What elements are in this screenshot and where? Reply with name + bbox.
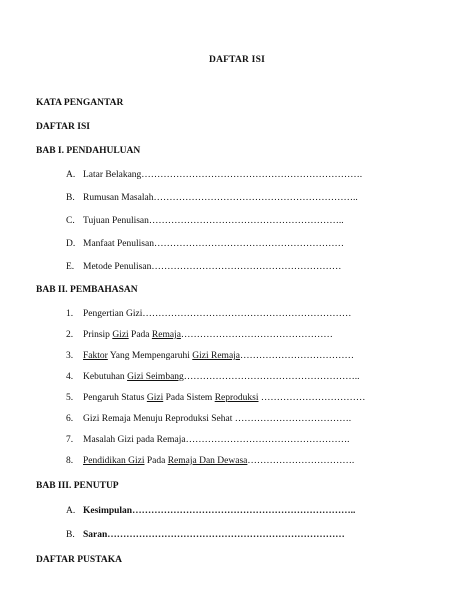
toc-entry-leader: ………………………………………………..: [183, 372, 360, 382]
toc-entry-text: Latar Belakang…………………………………………………………….: [83, 170, 363, 180]
toc-entry: [66, 435, 350, 445]
toc-entry-number: 8.: [66, 456, 74, 466]
page-title: DAFTAR ISI: [209, 55, 265, 65]
toc-entry: [66, 456, 354, 466]
toc-entry-text: Pada: [144, 456, 168, 466]
toc-entry-leader: ………………………………: [240, 351, 355, 361]
toc-entry-underlined: Remaja: [151, 330, 181, 340]
toc-entry-text: Saran…………………………………………………………………: [83, 530, 345, 540]
heading-bab-1: BAB I. PENDAHULUAN: [36, 146, 141, 156]
toc-entry-text: Pengaruh Status: [83, 393, 147, 403]
toc-entry-underlined: Gizi Seimbang: [127, 372, 184, 382]
toc-entry-number: A.: [66, 506, 76, 516]
heading-bab-2: BAB II. PEMBAHASAN: [36, 285, 138, 295]
toc-entry-underlined: Gizi: [112, 330, 129, 340]
toc-entry-number: D.: [66, 239, 76, 249]
toc-entry: [66, 393, 365, 403]
toc-entry-text: Yang Mempengaruhi: [107, 351, 193, 361]
toc-entry-number: 5.: [66, 393, 74, 403]
toc-entry-number: 2.: [66, 330, 74, 340]
toc-entry: [66, 506, 355, 516]
toc-entry-number: 1.: [66, 309, 74, 319]
heading-kata-pengantar: KATA PENGANTAR: [36, 98, 124, 108]
toc-entry-text: Metode Penulisan……………………………………………………: [83, 262, 342, 272]
toc-entry-number: 6.: [66, 414, 74, 424]
heading-bab-3: BAB III. PENUTUP: [36, 481, 119, 491]
toc-entry-text: Kebutuhan: [83, 372, 128, 382]
toc-entry: [66, 262, 341, 272]
toc-entry-text: Kesimpulan……………………………………………………………..: [83, 506, 356, 516]
toc-entry-underlined: Pendidikan Gizi: [83, 456, 145, 466]
toc-entry-text: Pada: [128, 330, 152, 340]
toc-entry-text: Masalah Gizi pada Remaja…………………………………………….: [83, 435, 350, 445]
heading-daftar-pustaka: DAFTAR PUSTAKA: [36, 555, 122, 565]
toc-entry-text: Tujuan Penulisan……………………………………………………..: [83, 216, 344, 226]
toc-entry: [66, 170, 362, 180]
toc-entry-number: C.: [66, 216, 75, 226]
toc-entry-underlined: Faktor: [83, 351, 108, 361]
toc-entry-number: 4.: [66, 372, 74, 382]
toc-entry-number: B.: [66, 530, 75, 540]
toc-entry-number: 3.: [66, 351, 74, 361]
toc-entry: [66, 193, 358, 203]
toc-entry-text: Pada Sistem: [163, 393, 215, 403]
toc-entry: [66, 309, 351, 319]
toc-entry-text: Pengertian Gizi…………………………………………………………: [83, 309, 352, 319]
toc-entry-underlined: Reproduksi: [214, 393, 259, 403]
toc-entry: [66, 351, 354, 361]
toc-entry-text: Manfaat Penulisan……………………………………………………: [83, 239, 344, 249]
toc-entry-text: Gizi Remaja Menuju Reproduksi Sehat ……………………………….: [83, 414, 352, 424]
toc-entry-underlined: Remaja Dan Dewasa: [167, 456, 248, 466]
toc-entry-underlined: Gizi Remaja: [192, 351, 241, 361]
toc-entry: [66, 216, 344, 226]
toc-entry-leader: …………………………….: [247, 456, 355, 466]
toc-entry-number: 7.: [66, 435, 74, 445]
toc-entry-leader: ……………………………: [258, 393, 366, 403]
toc-entry-number: E.: [66, 262, 75, 272]
toc-entry: [66, 372, 360, 382]
toc-entry-number: B.: [66, 193, 75, 203]
toc-entry-underlined: Gizi: [146, 393, 164, 403]
toc-entry-text: Rumusan Masalah………………………………………………………..: [83, 193, 358, 203]
toc-entry-text: Prinsip: [83, 330, 113, 340]
toc-entry-leader: …………………………………………: [180, 330, 333, 340]
toc-entry: [66, 330, 333, 340]
heading-daftar-isi: DAFTAR ISI: [36, 122, 90, 132]
toc-entry: [66, 239, 344, 249]
toc-entry: [66, 414, 351, 424]
toc-entry: [66, 530, 345, 540]
toc-entry-number: A.: [66, 170, 76, 180]
